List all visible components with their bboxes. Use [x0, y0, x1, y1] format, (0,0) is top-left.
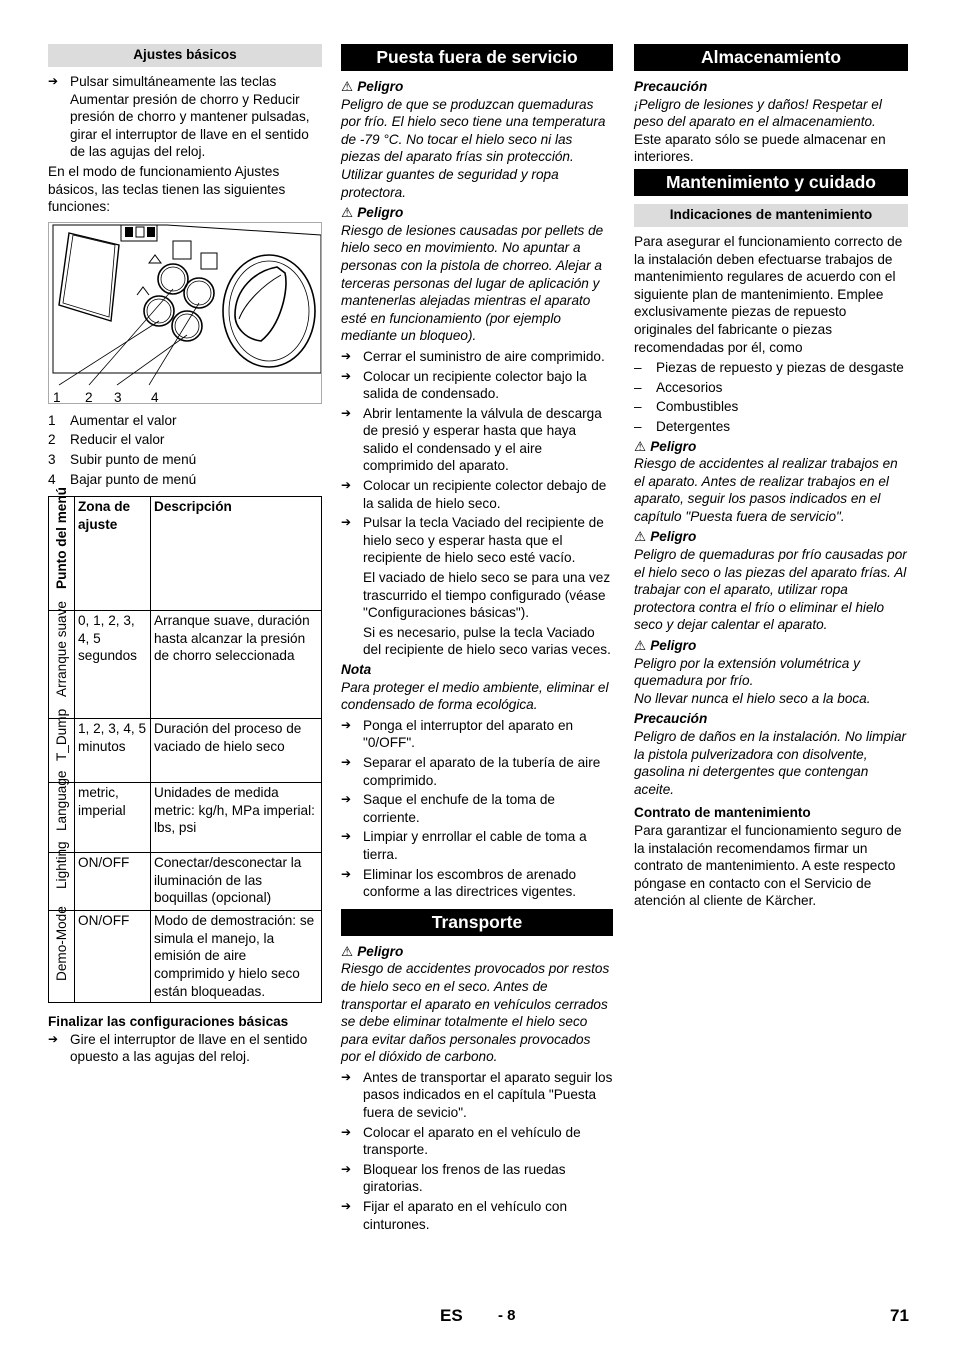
danger-title: ⚠ Peligro: [634, 529, 697, 545]
figure-legend: [48, 412, 322, 488]
legend-item: 3 Subir punto de menú: [48, 451, 197, 467]
caution-title: Precaución: [634, 79, 708, 94]
list-item: – Combustibles: [634, 398, 908, 416]
danger-text: Peligro por la extensión volumétrica y quemadura por frío.: [634, 655, 860, 689]
step-item: ➔ Abrir lentamente la válvula de descarga de presió y esperar hasta que haya salido el condensado y el aire comprimido del aparato.: [341, 405, 613, 475]
column-middle: [341, 44, 613, 1235]
footer-language: ES: [440, 1306, 463, 1325]
storage-text: Este aparato sólo se puede almacenar en interiores.: [634, 131, 886, 165]
danger-title: ⚠ Peligro: [634, 438, 697, 454]
header-zone: Zona de ajuste: [75, 497, 151, 611]
step-item: ➔ Colocar el aparato en el vehículo de transporte.: [341, 1124, 613, 1159]
warning-triangle-icon: ⚠: [634, 438, 647, 454]
note-title: Nota: [341, 662, 372, 677]
caution-title: Precaución: [634, 711, 708, 727]
step-end-settings: ➔ Gire el interruptor de llave en el sentido opuesto a las agujas del reloj.: [48, 1031, 322, 1066]
table-row: Arranque suave 0, 1, 2, 3, 4, 5 segundos Arranque suave, duración hasta alcanzar la presión de chorro seleccionada: [49, 611, 322, 719]
callout-1: 1: [53, 390, 61, 406]
legend-item: 2 Reducir el valor: [48, 432, 165, 448]
step-item: ➔ Colocar un recipiente colector bajo la salida de condensado.: [341, 368, 613, 403]
warning-triangle-icon: ⚠: [634, 638, 647, 654]
note-text: Para proteger el medio ambiente, eliminar el condensado de forma ecológica.: [341, 679, 609, 713]
table-header-row: [49, 497, 322, 611]
section-heading-storage: Almacenamiento: [634, 44, 908, 71]
danger-title: ⚠ Peligro: [341, 79, 404, 94]
step-item: ➔ Antes de transportar el aparato seguir los pasos indicados en el capítula "Puesta fuera de sevicio".: [341, 1069, 613, 1122]
warning-triangle-icon: ⚠: [634, 529, 647, 545]
step-item: ➔ Bloquear los frenos de las ruedas giratorias.: [341, 1161, 613, 1196]
control-panel-illustration: [49, 223, 321, 403]
end-settings-heading: Finalizar las configuraciones básicas: [48, 1014, 289, 1030]
caution-text: Peligro de daños en la instalación. No limpiar la pistola pulverizadora con disolvente, gasolina ni detergentes que contengan aceite.: [634, 729, 907, 797]
step-detail: Si es necesario, pulse la tecla Vaciado del recipiente de hielo seco varias veces.: [363, 624, 611, 658]
legend-item: 1 Aumentar el valor: [48, 412, 177, 428]
contract-text: Para garantizar el funcionamiento seguro de la instalación recomendamos firmar un contrato de mantenimiento. A este respecto póngase en contacto con el Servicio de atención al cliente de Kärcher.: [634, 822, 902, 909]
header-description: Descripción: [151, 497, 322, 611]
section-subheading-basic-settings: Ajustes básicos: [48, 44, 322, 67]
warning-triangle-icon: ⚠: [341, 79, 354, 94]
header-menu-point: Punto del menú: [49, 497, 75, 611]
table-row: Lighting ON/OFF Conectar/desconectar la iluminación de las boquillas (opcional): [49, 853, 322, 911]
intro-text: En el modo de funcionamiento Ajustes básicos, las teclas tienen las siguientes funciones:: [48, 163, 286, 215]
danger-text: Peligro de que se produzcan quemaduras por frío. El hielo seco tiene una temperatura de -79 °C. No tocar el hielo seco ni las piezas del aparato frías sin protección. Utilizar guantes de seguridad y ropa protectora.: [341, 96, 606, 200]
step-item: ➔ Saque el enchufe de la toma de corriente.: [341, 791, 613, 826]
list-item: – Detergentes: [634, 418, 908, 436]
contract-heading: Contrato de mantenimiento: [634, 805, 811, 821]
legend-item: 4 Bajar punto de menú: [48, 471, 197, 487]
danger-title: ⚠ Peligro: [634, 638, 697, 654]
step-item: ➔ Eliminar los escombros de arenado conforme a las directrices vigentes.: [341, 866, 613, 901]
danger-title: ⚠ Peligro: [341, 943, 404, 959]
column-right: [634, 44, 908, 913]
danger-text: Riesgo de accidentes al realizar trabajos en el aparato. Antes de realizar trabajos en el aparato, seguir los pasos indicados en el capítulo "Puesta fuera de servicio".: [634, 456, 898, 524]
step-item: ➔ Pulsar la tecla Vaciado del recipiente de hielo seco y esperar hasta que el recipiente de hielo seco esté vacío.: [341, 514, 613, 567]
section-heading-decommission: Puesta fuera de servicio: [341, 44, 613, 71]
footer-page-number: 71: [890, 1306, 909, 1325]
step-item: ➔ Ponga el interruptor del aparato en "0/OFF".: [341, 717, 613, 752]
danger-text: Riesgo de lesiones causadas por pellets de hielo seco en movimiento. No apuntar a personas con la pistola de chorreo. Alejar a terceras personas del lugar de aplicación y mantenerlas alejadas mientras el aparato esté en funcionamiento (por ejemplo mediante un bloqueo).: [341, 222, 604, 344]
section-heading-transport: Transporte: [341, 909, 613, 936]
table-row: Demo-Mode ON/OFF Modo de demostración: se simula el manejo, la emisión de aire comprimido y hielo seco están bloqueadas.: [49, 911, 322, 1003]
callout-4: 4: [151, 390, 159, 406]
step-item: ➔ Limpiar y enrrollar el cable de toma a tierra.: [341, 828, 613, 863]
step-detail: El vaciado de hielo seco se para una vez trascurrido el tiempo configurado (véase "Configuraciones básicas").: [363, 570, 611, 621]
table-row: Language metric, imperial Unidades de medida metric: kg/h, MPa imperial: lbs, psi: [49, 783, 322, 853]
danger-text: Riesgo de accidentes provocados por restos de hielo seco en el seco. Antes de transportar el aparato en vehículos cerrados se debe eliminar totalmente el hielo seco para evitar daños personales provocados por el dióxido de carbono.: [341, 961, 610, 1065]
list-item: – Accesorios: [634, 379, 908, 397]
step-item: ➔ Cerrar el suministro de aire comprimido.: [341, 348, 613, 366]
settings-table: [48, 486, 322, 1003]
danger-text: No llevar nunca el hielo seco a la boca.: [634, 690, 871, 706]
maintenance-text: Para asegurar el funcionamiento correcto de la instalación deben efectuarse trabajos de mantenimiento regulares de acuerdo con el siguiente plan de mantenimiento. Emplee exclusivamente piezas de repuesto originales del fabricante o piezas recomendadas por él, como: [634, 233, 903, 355]
column-left: [48, 44, 322, 1068]
warning-triangle-icon: ⚠: [341, 943, 354, 959]
step-item: ➔ Separar el aparato de la tubería de aire comprimido.: [341, 754, 613, 789]
list-item: – Piezas de repuesto y piezas de desgaste: [634, 359, 908, 377]
section-heading-maintenance: Mantenimiento y cuidado: [634, 169, 908, 196]
callout-3: 3: [114, 390, 122, 406]
table-row: T_Dump 1, 2, 3, 4, 5 minutos Duración del proceso de vaciado de hielo seco: [49, 719, 322, 783]
caution-text: ¡Peligro de lesiones y daños! Respetar el peso del aparato en el almacenamiento.: [634, 96, 882, 130]
warning-triangle-icon: ⚠: [341, 205, 354, 221]
section-subheading-maintenance-notes: Indicaciones de mantenimiento: [634, 204, 908, 227]
footer-section-page: - 8: [498, 1307, 516, 1324]
danger-title: ⚠ Peligro: [341, 205, 404, 221]
callout-2: 2: [85, 390, 93, 406]
control-panel-figure: [48, 222, 322, 404]
step-enter-basic-settings: ➔ Pulsar simultáneamente las teclas Aumentar presión de chorro y Reducir presión de chorro y mantener pulsadas, girar el interruptor de llave en el sentido de las agujas del reloj.: [48, 73, 322, 161]
step-item: ➔ Fijar el aparato en el vehículo con cinturones.: [341, 1198, 613, 1233]
danger-text: Peligro de quemaduras por frío causadas por el hielo seco o las piezas del aparato frías. Al trabajar con el aparato, utilizar ropa protectora contra el frío o eliminar el hielo seco y dejar calentar el aparato.: [634, 547, 907, 633]
step-item: ➔ Colocar un recipiente colector debajo de la salida de hielo seco.: [341, 477, 613, 512]
